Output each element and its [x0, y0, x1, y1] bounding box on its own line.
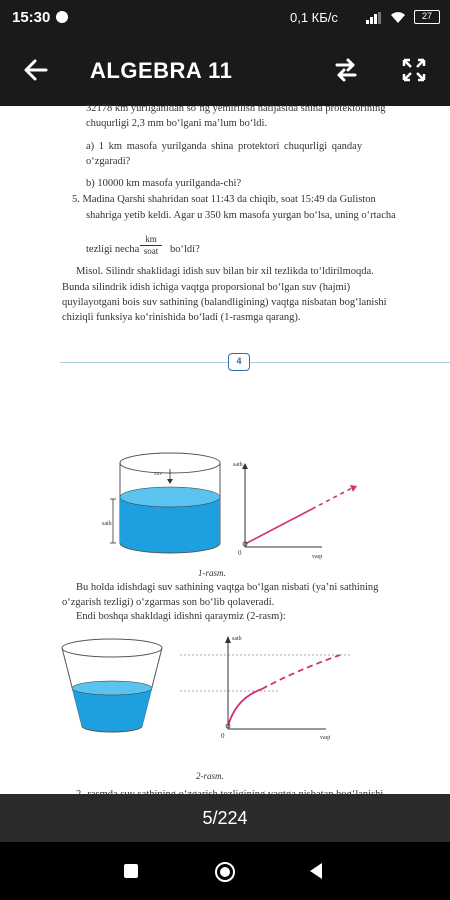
fig1-x-axis-label: vaqt: [312, 554, 323, 560]
text-line: chiziqli funksiya ko‘rinishida bo‘ladi (1-rasmga qarang).: [62, 312, 301, 323]
text-line: Bu holda idishdagi suv sathining vaqtga bo‘lgan nisbati (ya’ni sathining: [76, 582, 379, 593]
fig2-caption: 2-rasm.: [196, 771, 224, 781]
figure-1: [100, 451, 400, 591]
fig1-suv-label: suv: [154, 471, 163, 477]
page-title: ALGEBRA 11: [90, 58, 233, 83]
fig2-origin-label: 0: [221, 732, 225, 740]
recents-icon[interactable]: [124, 864, 138, 878]
fig2-x-axis-label: vaqt: [320, 735, 331, 741]
status-time: 15:30: [12, 9, 51, 26]
network-speed: 0,1 КБ/с: [290, 10, 338, 25]
status-bar: [0, 0, 450, 36]
text-line: Misol. Silindr shaklidagi idish suv bilan bir xil tezlikda to‘ldirilmoqda.: [76, 266, 374, 277]
fig1-y-axis-label: sath: [233, 462, 243, 468]
text-line: shahriga yetib keldi. Agar u 350 km masofa yurgan bo‘lsa, uning o‘rtacha: [86, 210, 396, 221]
text-line: b) 10000 km masofa yurilganda-chi?: [86, 178, 242, 189]
text-line: 5. Madina Qarshi shahridan soat 11:43 da chiqib, soat 15:49 da Guliston: [72, 194, 376, 205]
fullscreen-icon[interactable]: [402, 58, 426, 82]
wifi-icon: [390, 11, 406, 24]
text-line: o‘zgarish tezligi) o‘zgarmas son bo‘lib qolaveradi.: [62, 597, 275, 608]
swap-orientation-icon[interactable]: [332, 56, 360, 84]
text-line: a) 1 km masofa yurilganda shina protektori chuqurligi qanday: [86, 141, 363, 152]
page-counter: 5/224: [202, 808, 248, 828]
battery-icon: 27: [414, 10, 440, 24]
back-triangle-icon[interactable]: [310, 863, 322, 879]
fig1-caption: 1-rasm.: [198, 568, 226, 578]
text-line: o‘zgaradi?: [86, 156, 131, 167]
text-line: quyilayotgani bois suv sathining (balandligining) vaqtga nisbatan bog‘lanishi: [62, 297, 387, 308]
notification-icon: [56, 11, 68, 23]
text-line: bo‘ldi?: [170, 244, 200, 255]
system-nav-bar: [0, 842, 450, 900]
text-line: Bunda silindrik idish ichiga vaqtga proporsional bo‘lgan suv (hajmi): [62, 282, 351, 293]
fig1-origin-label: 0: [238, 549, 242, 557]
text-line: chuqurligi 2,3 mm bo‘lgani ma’lum bo‘ldi.: [86, 118, 268, 129]
document-page[interactable]: [0, 103, 450, 794]
page-divider: [60, 362, 450, 363]
home-icon[interactable]: [215, 862, 235, 882]
fraction-denominator: soat: [143, 246, 159, 256]
text-line: 32178 km yurilganidan so‘ng yemirilish natijasida shina protektorining: [86, 103, 386, 114]
text-line: Endi boshqa shakldagi idishni qaraymiz (2-rasm):: [76, 611, 286, 622]
page-number-badge: 4: [228, 353, 250, 371]
signal-icon: [366, 12, 382, 24]
fig2-y-axis-label: sath: [232, 636, 242, 642]
back-arrow-icon[interactable]: [22, 56, 50, 84]
app-bar: [0, 36, 450, 106]
text-line: tezligi necha: [86, 244, 140, 255]
figure-2: [50, 626, 410, 766]
fraction-numerator: km: [145, 234, 157, 244]
fig1-sath-label: sath: [102, 521, 112, 527]
page-indicator-bar: [0, 794, 450, 842]
